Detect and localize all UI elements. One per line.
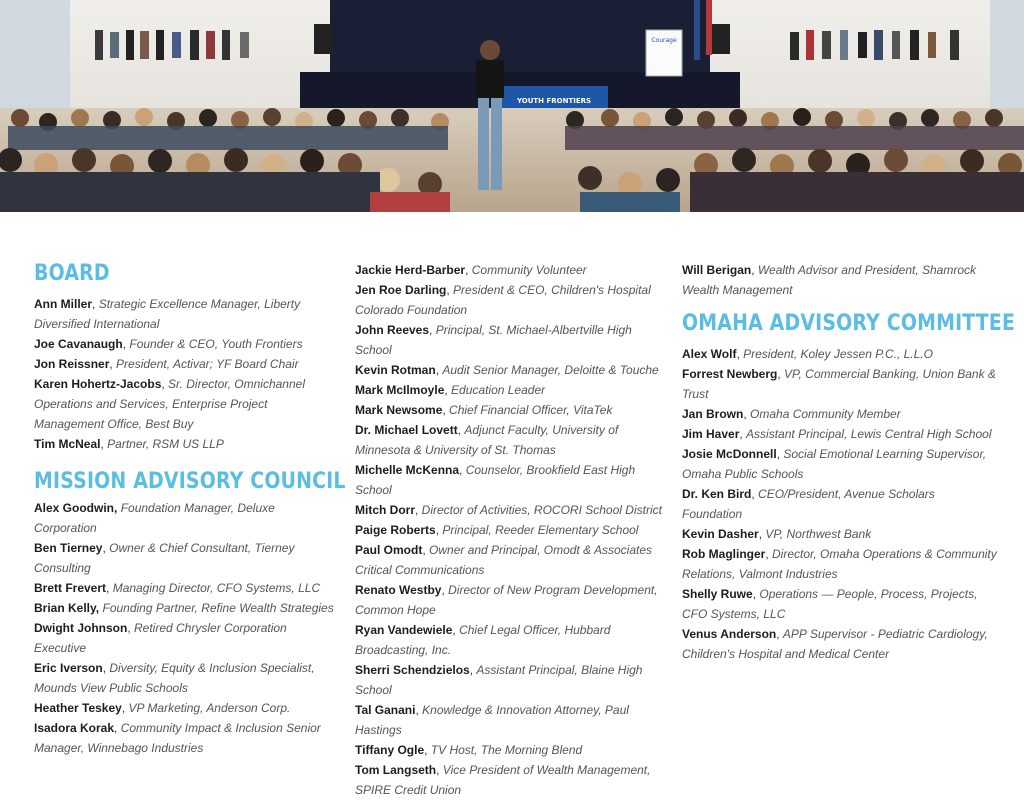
- member-name: Isadora Korak: [34, 721, 115, 735]
- member-role: Assistant Principal, Blaine High School: [355, 663, 643, 697]
- member-role: Sr. Director, Omnichannel Operations and Services, Enterprise Project Management Office, Best Buy: [34, 377, 305, 431]
- member-separator: ,: [777, 367, 785, 381]
- member-name: Mark Newsome: [355, 403, 443, 417]
- member-entry: [682, 544, 997, 584]
- member-name: Dr. Ken Bird: [682, 487, 752, 501]
- member-entry: [682, 524, 997, 544]
- member-separator: ,: [102, 661, 110, 675]
- member-name: Mitch Dorr: [355, 503, 415, 517]
- member-separator: ,: [429, 323, 436, 337]
- member-name: Kevin Dasher: [682, 527, 759, 541]
- member-separator: ,: [736, 347, 744, 361]
- member-role: Counselor, Brookfield East High School: [355, 463, 636, 497]
- member-role: Founder & CEO, Youth Frontiers: [129, 337, 303, 351]
- member-entry: [682, 404, 997, 424]
- member-entry: [355, 660, 670, 700]
- member-entry: [355, 260, 670, 280]
- member-separator: ,: [415, 503, 422, 517]
- member-entry: [355, 320, 670, 360]
- member-role: Knowledge & Innovation Attorney, Paul Hastings: [355, 703, 629, 737]
- member-entry: [34, 334, 334, 354]
- member-separator: ,: [415, 703, 423, 717]
- member-name: Josie McDonnell: [682, 447, 777, 461]
- member-separator: ,: [436, 763, 443, 777]
- member-name: Renato Westby: [355, 583, 442, 597]
- member-entry: [682, 344, 997, 364]
- member-separator: ,: [452, 623, 460, 637]
- member-name: Forrest Newberg: [682, 367, 778, 381]
- member-entry: [355, 400, 670, 420]
- member-separator: ,: [776, 447, 784, 461]
- member-role: Retired Chrysler Corporation Executive: [34, 621, 287, 655]
- member-role: Partner, RSM US LLP: [107, 437, 224, 451]
- member-separator: ,: [459, 463, 466, 477]
- member-role: Diversity, Equity & Inclusion Specialist, Mounds View Public Schools: [34, 661, 315, 695]
- right-window: [990, 0, 1024, 110]
- member-separator: ,: [465, 263, 472, 277]
- member-name: Ben Tierney: [34, 541, 103, 555]
- member-entry: [682, 364, 997, 404]
- column-right: [682, 260, 1016, 664]
- member-name: Jackie Herd-Barber: [355, 263, 466, 277]
- member-entry: [34, 718, 334, 758]
- member-separator: ,: [100, 437, 108, 451]
- member-entry: [682, 260, 997, 300]
- member-role: Vice President of Wealth Management, SPIRE Credit Union: [355, 763, 651, 797]
- member-role: President, Activar; YF Board Chair: [116, 357, 299, 371]
- member-name: Ann Miller: [34, 297, 93, 311]
- member-name: Ryan Vandewiele: [355, 623, 453, 637]
- member-name: Jim Haver: [682, 427, 740, 441]
- member-name: Mark McIlmoyle: [355, 383, 445, 397]
- member-role: VP Marketing, Anderson Corp.: [128, 701, 291, 715]
- assembly-photo-illustration: [0, 0, 1024, 212]
- member-name: Rob Maglinger: [682, 547, 766, 561]
- member-entry: [355, 540, 670, 580]
- member-role: Chief Financial Officer, VitaTek: [449, 403, 613, 417]
- speaker-right: [712, 24, 730, 54]
- member-name: Jan Brown: [682, 407, 744, 421]
- member-name: Tal Ganani: [355, 703, 416, 717]
- member-name: Dr. Michael Lovett: [355, 423, 458, 437]
- member-name: Paige Roberts: [355, 523, 436, 537]
- member-name: Dwight Johnson: [34, 621, 128, 635]
- coat-rack-left: [95, 30, 249, 60]
- member-role: Omaha Community Member: [750, 407, 901, 421]
- member-name: Joe Cavanaugh: [34, 337, 123, 351]
- member-separator: ,: [161, 377, 169, 391]
- member-entry: [34, 598, 334, 618]
- member-entry: [682, 624, 997, 664]
- mission-list-part-3: [682, 260, 997, 300]
- member-separator: ,: [751, 263, 758, 277]
- member-entry: [355, 460, 670, 500]
- member-name: Alex Goodwin,: [34, 501, 118, 515]
- column-left: [34, 260, 346, 758]
- member-entry: [34, 354, 334, 374]
- member-name: Tim McNeal: [34, 437, 101, 451]
- member-role: Principal, Reeder Elementary School: [442, 523, 639, 537]
- member-name: Brian Kelly,: [34, 601, 100, 615]
- speaker-left: [314, 24, 332, 54]
- member-role: TV Host, The Morning Blend: [430, 743, 583, 757]
- member-entry: [682, 484, 997, 524]
- member-name: Jen Roe Darling: [355, 283, 447, 297]
- member-name: Sherri Schendzielos: [355, 663, 470, 677]
- header-photo: [0, 0, 1024, 212]
- member-separator: ,: [758, 527, 766, 541]
- member-separator: ,: [752, 587, 760, 601]
- member-entry: [682, 584, 997, 624]
- member-role: Principal, St. Michael-Albertville High School: [355, 323, 632, 357]
- member-role: Adjunct Faculty, University of Minnesota & University of St. Thomas: [355, 423, 619, 457]
- member-name: Alex Wolf: [682, 347, 737, 361]
- member-entry: [34, 538, 334, 578]
- member-entry: [355, 520, 670, 540]
- board-heading: BOARD: [34, 261, 110, 286]
- member-separator: ,: [122, 337, 130, 351]
- left-window: [0, 0, 70, 110]
- member-name: Michelle McKenna: [355, 463, 460, 477]
- member-separator: ,: [751, 487, 759, 501]
- member-entry: [34, 618, 334, 658]
- member-role: Director of Activities, ROCORI School District: [421, 503, 662, 517]
- member-role: Foundation Manager, Deluxe Corporation: [34, 501, 275, 535]
- mission-heading: MISSION ADVISORY COUNCIL: [34, 469, 346, 494]
- member-role: Director of New Program Development, Common Hope: [355, 583, 658, 617]
- member-entry: [34, 698, 334, 718]
- member-role: Assistant Principal, Lewis Central High School: [746, 427, 992, 441]
- member-name: Heather Teskey: [34, 701, 122, 715]
- member-role: President & CEO, Children's Hospital Colorado Foundation: [355, 283, 651, 317]
- member-entry: [34, 434, 334, 454]
- omaha-list: [682, 344, 997, 664]
- member-name: John Reeves: [355, 323, 430, 337]
- member-name: Shelly Ruwe: [682, 587, 753, 601]
- member-entry: [355, 280, 670, 320]
- member-entry: [355, 760, 670, 800]
- easel-label: Courage: [651, 37, 677, 44]
- member-entry: [682, 424, 997, 444]
- member-separator: ,: [776, 627, 783, 641]
- board-list: [34, 294, 334, 454]
- member-name: Will Berigan: [682, 263, 752, 277]
- flag-blue: [694, 0, 700, 60]
- member-entry: [34, 578, 334, 598]
- member-role: Education Leader: [451, 383, 546, 397]
- member-role: Community Impact & Inclusion Senior Manager, Winnebago Industries: [34, 721, 321, 755]
- member-role: Director, Omaha Operations & Community Relations, Valmont Industries: [682, 547, 997, 581]
- member-role: Wealth Advisor and President, Shamrock Wealth Management: [682, 263, 977, 297]
- member-role: Owner and Principal, Omodt & Associates Critical Communications: [355, 543, 652, 577]
- member-role: Audit Senior Manager, Deloitte & Touche: [442, 363, 659, 377]
- member-role: CEO/President, Avenue Scholars Foundation: [682, 487, 935, 521]
- member-separator: ,: [109, 357, 117, 371]
- banner-label: YOUTH FRONTIERS: [516, 97, 592, 105]
- member-separator: ,: [442, 403, 450, 417]
- member-separator: ,: [106, 581, 113, 595]
- member-role: VP, Northwest Bank: [765, 527, 872, 541]
- member-name: Kevin Rotman: [355, 363, 436, 377]
- mission-list-part-2: [355, 260, 670, 800]
- member-name: Venus Anderson: [682, 627, 777, 641]
- member-role: Strategic Excellence Manager, Liberty Diversified International: [34, 297, 301, 331]
- member-separator: ,: [444, 383, 452, 397]
- member-entry: [355, 620, 670, 660]
- member-role: Owner & Chief Consultant, Tierney Consulting: [34, 541, 295, 575]
- member-separator: ,: [114, 721, 121, 735]
- column-middle: [355, 260, 670, 800]
- omaha-heading: OMAHA ADVISORY COMMITTEE: [682, 311, 1016, 336]
- member-name: Eric Iverson: [34, 661, 103, 675]
- member-name: Karen Hohertz-Jacobs: [34, 377, 162, 391]
- member-entry: [34, 374, 334, 434]
- member-role: VP, Commercial Banking, Union Bank & Trust: [682, 367, 996, 401]
- member-entry: [355, 360, 670, 380]
- member-separator: ,: [441, 583, 449, 597]
- member-name: Tom Langseth: [355, 763, 437, 777]
- member-name: Paul Omodt: [355, 543, 423, 557]
- member-entry: [34, 498, 334, 538]
- member-separator: ,: [92, 297, 99, 311]
- member-entry: [355, 740, 670, 760]
- member-role: Chief Legal Officer, Hubbard Broadcasting, Inc.: [355, 623, 611, 657]
- member-role: Operations — People, Process, Projects, CFO Systems, LLC: [682, 587, 978, 621]
- member-entry: [34, 294, 334, 334]
- member-separator: ,: [765, 547, 773, 561]
- member-role: Managing Director, CFO Systems, LLC: [112, 581, 321, 595]
- member-separator: ,: [435, 523, 443, 537]
- member-entry: [355, 580, 670, 620]
- member-role: President, Koley Jessen P.C., L.L.O: [743, 347, 934, 361]
- member-separator: ,: [469, 663, 477, 677]
- member-entry: [355, 700, 670, 740]
- member-separator: ,: [446, 283, 454, 297]
- member-separator: ,: [457, 423, 465, 437]
- member-role: Founding Partner, Refine Wealth Strategies: [102, 601, 334, 615]
- member-role: APP Supervisor - Pediatric Cardiology, Children's Hospital and Medical Center: [682, 627, 988, 661]
- member-separator: ,: [121, 701, 129, 715]
- member-name: Tiffany Ogle: [355, 743, 425, 757]
- member-role: Social Emotional Learning Supervisor, Omaha Public Schools: [682, 447, 987, 481]
- member-separator: ,: [424, 743, 431, 757]
- member-entry: [355, 380, 670, 400]
- member-separator: ,: [743, 407, 751, 421]
- mission-list-part-1: [34, 498, 334, 758]
- member-entry: [34, 658, 334, 698]
- member-entry: [355, 420, 670, 460]
- member-separator: ,: [422, 543, 430, 557]
- member-separator: ,: [127, 621, 134, 635]
- member-separator: ,: [435, 363, 443, 377]
- member-role: Community Volunteer: [471, 263, 587, 277]
- flag-us: [706, 0, 712, 55]
- member-entry: [682, 444, 997, 484]
- member-separator: ,: [739, 427, 747, 441]
- member-name: Brett Frevert: [34, 581, 107, 595]
- member-entry: [355, 500, 670, 520]
- member-name: Jon Reissner: [34, 357, 110, 371]
- member-separator: ,: [102, 541, 110, 555]
